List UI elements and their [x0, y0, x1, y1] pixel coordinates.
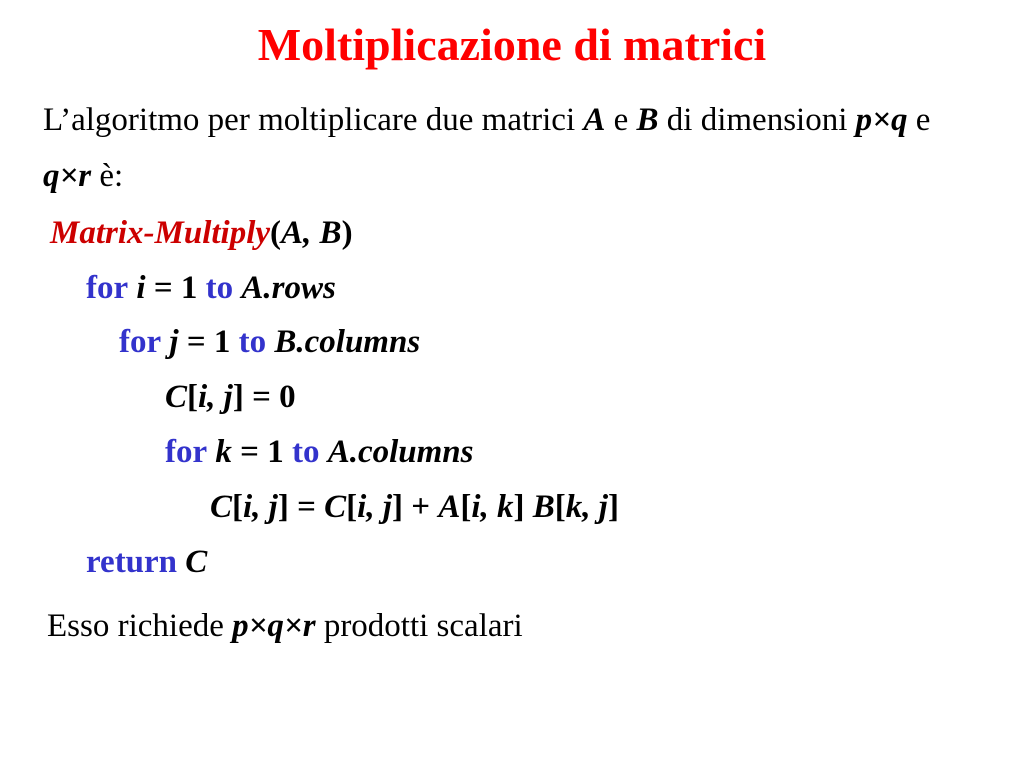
keyword-for: for: [119, 324, 162, 360]
keyword-to: to: [205, 270, 234, 306]
intro-text-2: di dimensioni: [658, 102, 856, 138]
footer-expression: p×q×r: [232, 608, 316, 644]
close-paren: ): [341, 215, 353, 251]
bracket-close: ]: [607, 489, 619, 525]
bracket-open: [: [187, 379, 199, 415]
intro-and-2: e: [907, 102, 931, 138]
loop-init: = 1: [145, 270, 206, 306]
index-ij: i, j: [243, 489, 278, 525]
index-ik: i, k: [471, 489, 514, 525]
matrix-b-symbol: B: [636, 102, 659, 138]
keyword-for: for: [86, 270, 129, 306]
bracket-plus: ] +: [392, 489, 439, 525]
dimension-qr: q×r: [43, 158, 92, 194]
index-ij: i, j: [357, 489, 393, 525]
loop-var-j: j: [169, 324, 179, 360]
dimension-pq: p×q: [855, 102, 908, 138]
matrix-b: B: [532, 489, 555, 525]
code-line-for-k: [165, 434, 474, 471]
loop-var-i: i: [136, 270, 146, 306]
keyword-to: to: [238, 324, 267, 360]
bracket-close: ]: [513, 489, 533, 525]
intro-and-1: e: [605, 102, 637, 138]
footer-sentence: [47, 608, 523, 645]
index-kj: k, j: [565, 489, 608, 525]
bracket-assign: ] =: [277, 489, 325, 525]
loop-init: = 1: [178, 324, 239, 360]
bracket-open: [: [460, 489, 472, 525]
matrix-a-symbol: A: [583, 102, 606, 138]
intro-paragraph: [43, 92, 983, 204]
intro-text-1: L’algoritmo per moltiplicare due matrici: [43, 102, 584, 138]
bracket-open: [: [554, 489, 566, 525]
loop-var-k: k: [215, 434, 232, 470]
code-line-accumulate: [210, 489, 619, 526]
procedure-name: Matrix-Multiply: [50, 215, 271, 251]
open-paren: (: [270, 215, 282, 251]
matrix-c: C: [324, 489, 347, 525]
matrix-a: A: [438, 489, 461, 525]
code-line-for-i: [86, 270, 336, 307]
return-value-c: C: [185, 544, 208, 580]
param-b: B: [311, 215, 342, 251]
footer-text-2: prodotti scalari: [315, 608, 523, 644]
code-line-for-j: [119, 324, 420, 361]
keyword-for: for: [165, 434, 208, 470]
keyword-return: return: [86, 544, 178, 580]
code-line-init-c: [165, 379, 296, 416]
procedure-header: [50, 215, 353, 252]
keyword-to: to: [291, 434, 320, 470]
loop-bound-b-columns: B.columns: [274, 324, 421, 360]
loop-bound-a-rows: A.rows: [241, 270, 336, 306]
intro-text-3: è:: [91, 158, 124, 194]
slide-title: Moltiplicazione di matrici: [257, 19, 767, 70]
param-a: A,: [281, 215, 312, 251]
loop-init: = 1: [231, 434, 292, 470]
footer-text-1: Esso richiede: [47, 608, 233, 644]
bracket-open: [: [232, 489, 244, 525]
index-ij: i, j: [198, 379, 233, 415]
code-line-return: [86, 544, 207, 581]
matrix-c: C: [210, 489, 233, 525]
loop-bound-a-columns: A.columns: [327, 434, 474, 470]
bracket-open: [: [346, 489, 358, 525]
assign-zero: ] = 0: [232, 379, 296, 415]
matrix-c: C: [165, 379, 188, 415]
